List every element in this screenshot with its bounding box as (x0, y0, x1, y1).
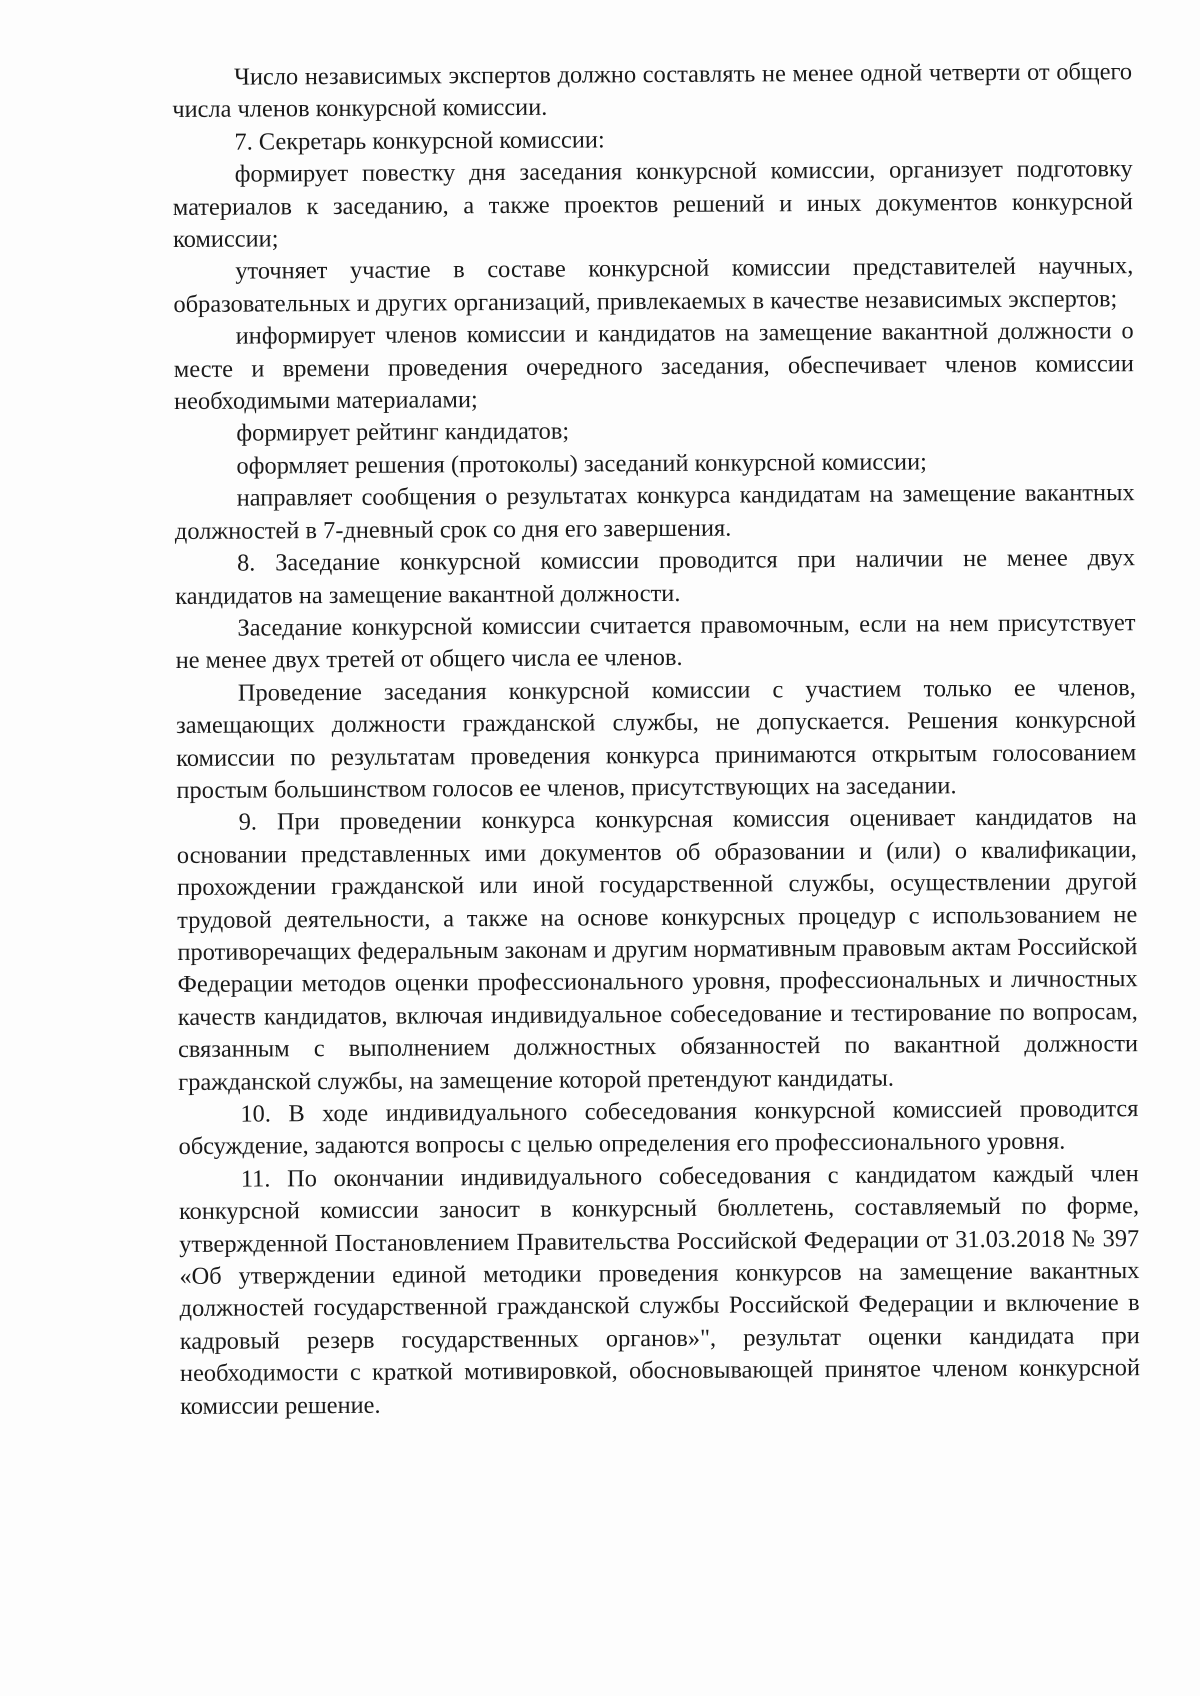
paragraph-7-rating: формирует рейтинг кандидатов; (236, 418, 570, 448)
paragraph-8: 8. Заседание конкурсной комиссии проводится при наличии не менее двух кандидатов на замещение вакантной должности. (175, 544, 1136, 610)
paragraph-10: 10. В ходе индивидуального собеседования конкурсной комиссией проводится обсуждение, задаются вопросы с целью определения его профессионального уровня. (178, 1095, 1139, 1161)
paragraph-7-inform: информирует членов комиссии и кандидатов на замещение вакантной должности о месте и времени проведения очередного заседания, обеспечивает членов комиссии необходимыми материалами; (173, 317, 1134, 416)
paragraph-8-quorum: Заседание конкурсной комиссии считается правомочным, если на нем присутствует не менее двух третей от общего числа ее членов. (175, 609, 1136, 675)
paragraph-7-notify: направляет сообщения о результатах конкурса кандидатам на замещение вакантных должностей в 7-дневный срок со дня его завершения. (174, 479, 1135, 545)
paragraph-7-agenda: формирует повестку дня заседания конкурсной комиссии, организует подготовку материалов к заседанию, а также проектов решений и иных документов конкурсной комиссии; (172, 155, 1133, 254)
document-body (172, 56, 1140, 1423)
paragraph-7-experts: уточняет участие в составе конкурсной комиссии представителей научных, образовательных и других организаций, привлекаемых в качестве независимых экспертов; (173, 252, 1134, 318)
paragraph-11: 11. По окончании индивидуального собеседования с кандидатом каждый член конкурсной комиссии заносит в конкурсный бюллетень, составляемый по форме, утвержденной Постановлением Правительства Российской Федерации от 31.03.2018 № 397 «Об утверждении единой методики проведения конкурсов на замещение вакантных должностей государственной гражданской службы Российской Федерации и включение в кадровый резерв государственных органов»", результат оценки кандидата при необходимости с краткой мотивировкой, обосновывающей принятое членом конкурсной комиссии решение. (178, 1159, 1141, 1420)
paragraph-9: 9. При проведении конкурса конкурсная комиссия оценивает кандидатов на основании представленных ими документов об образовании и (или) о квалификации, прохождении гражданской или иной государственной службы, осуществлении другой трудовой деятельности, а также на основе конкурсных процедур с использованием не противоречащих федеральным законам и другим нормативным правовым актам Российской Федерации методов оценки профессионального уровня, профессиональных и личностных качеств кандидатов, включая индивидуальное собеседование и тестирование по вопросам, связанным с выполнением должностных обязанностей по вакантной должности гражданской службы, на замещение которой претендуют кандидаты. (176, 803, 1139, 1096)
paragraph-7-heading: 7. Секретарь конкурсной комиссии: (234, 126, 605, 156)
paragraph-7-protocols: оформляет решения (протоколы) заседаний конкурсной комиссии; (236, 448, 927, 480)
paragraph-experts-quota: Число независимых экспертов должно составлять не менее одной четверти от общего числа членов конкурсной комиссии. (172, 58, 1133, 124)
paragraph-8-voting: Проведение заседания конкурсной комиссии с участием только ее членов, замещающих должности гражданской службы, не допускается. Решения конкурсной комиссии по результатам проведения конкурса принимаются открытым голосованием простым большинством голосов ее членов, присутствующих на заседании. (175, 673, 1137, 804)
